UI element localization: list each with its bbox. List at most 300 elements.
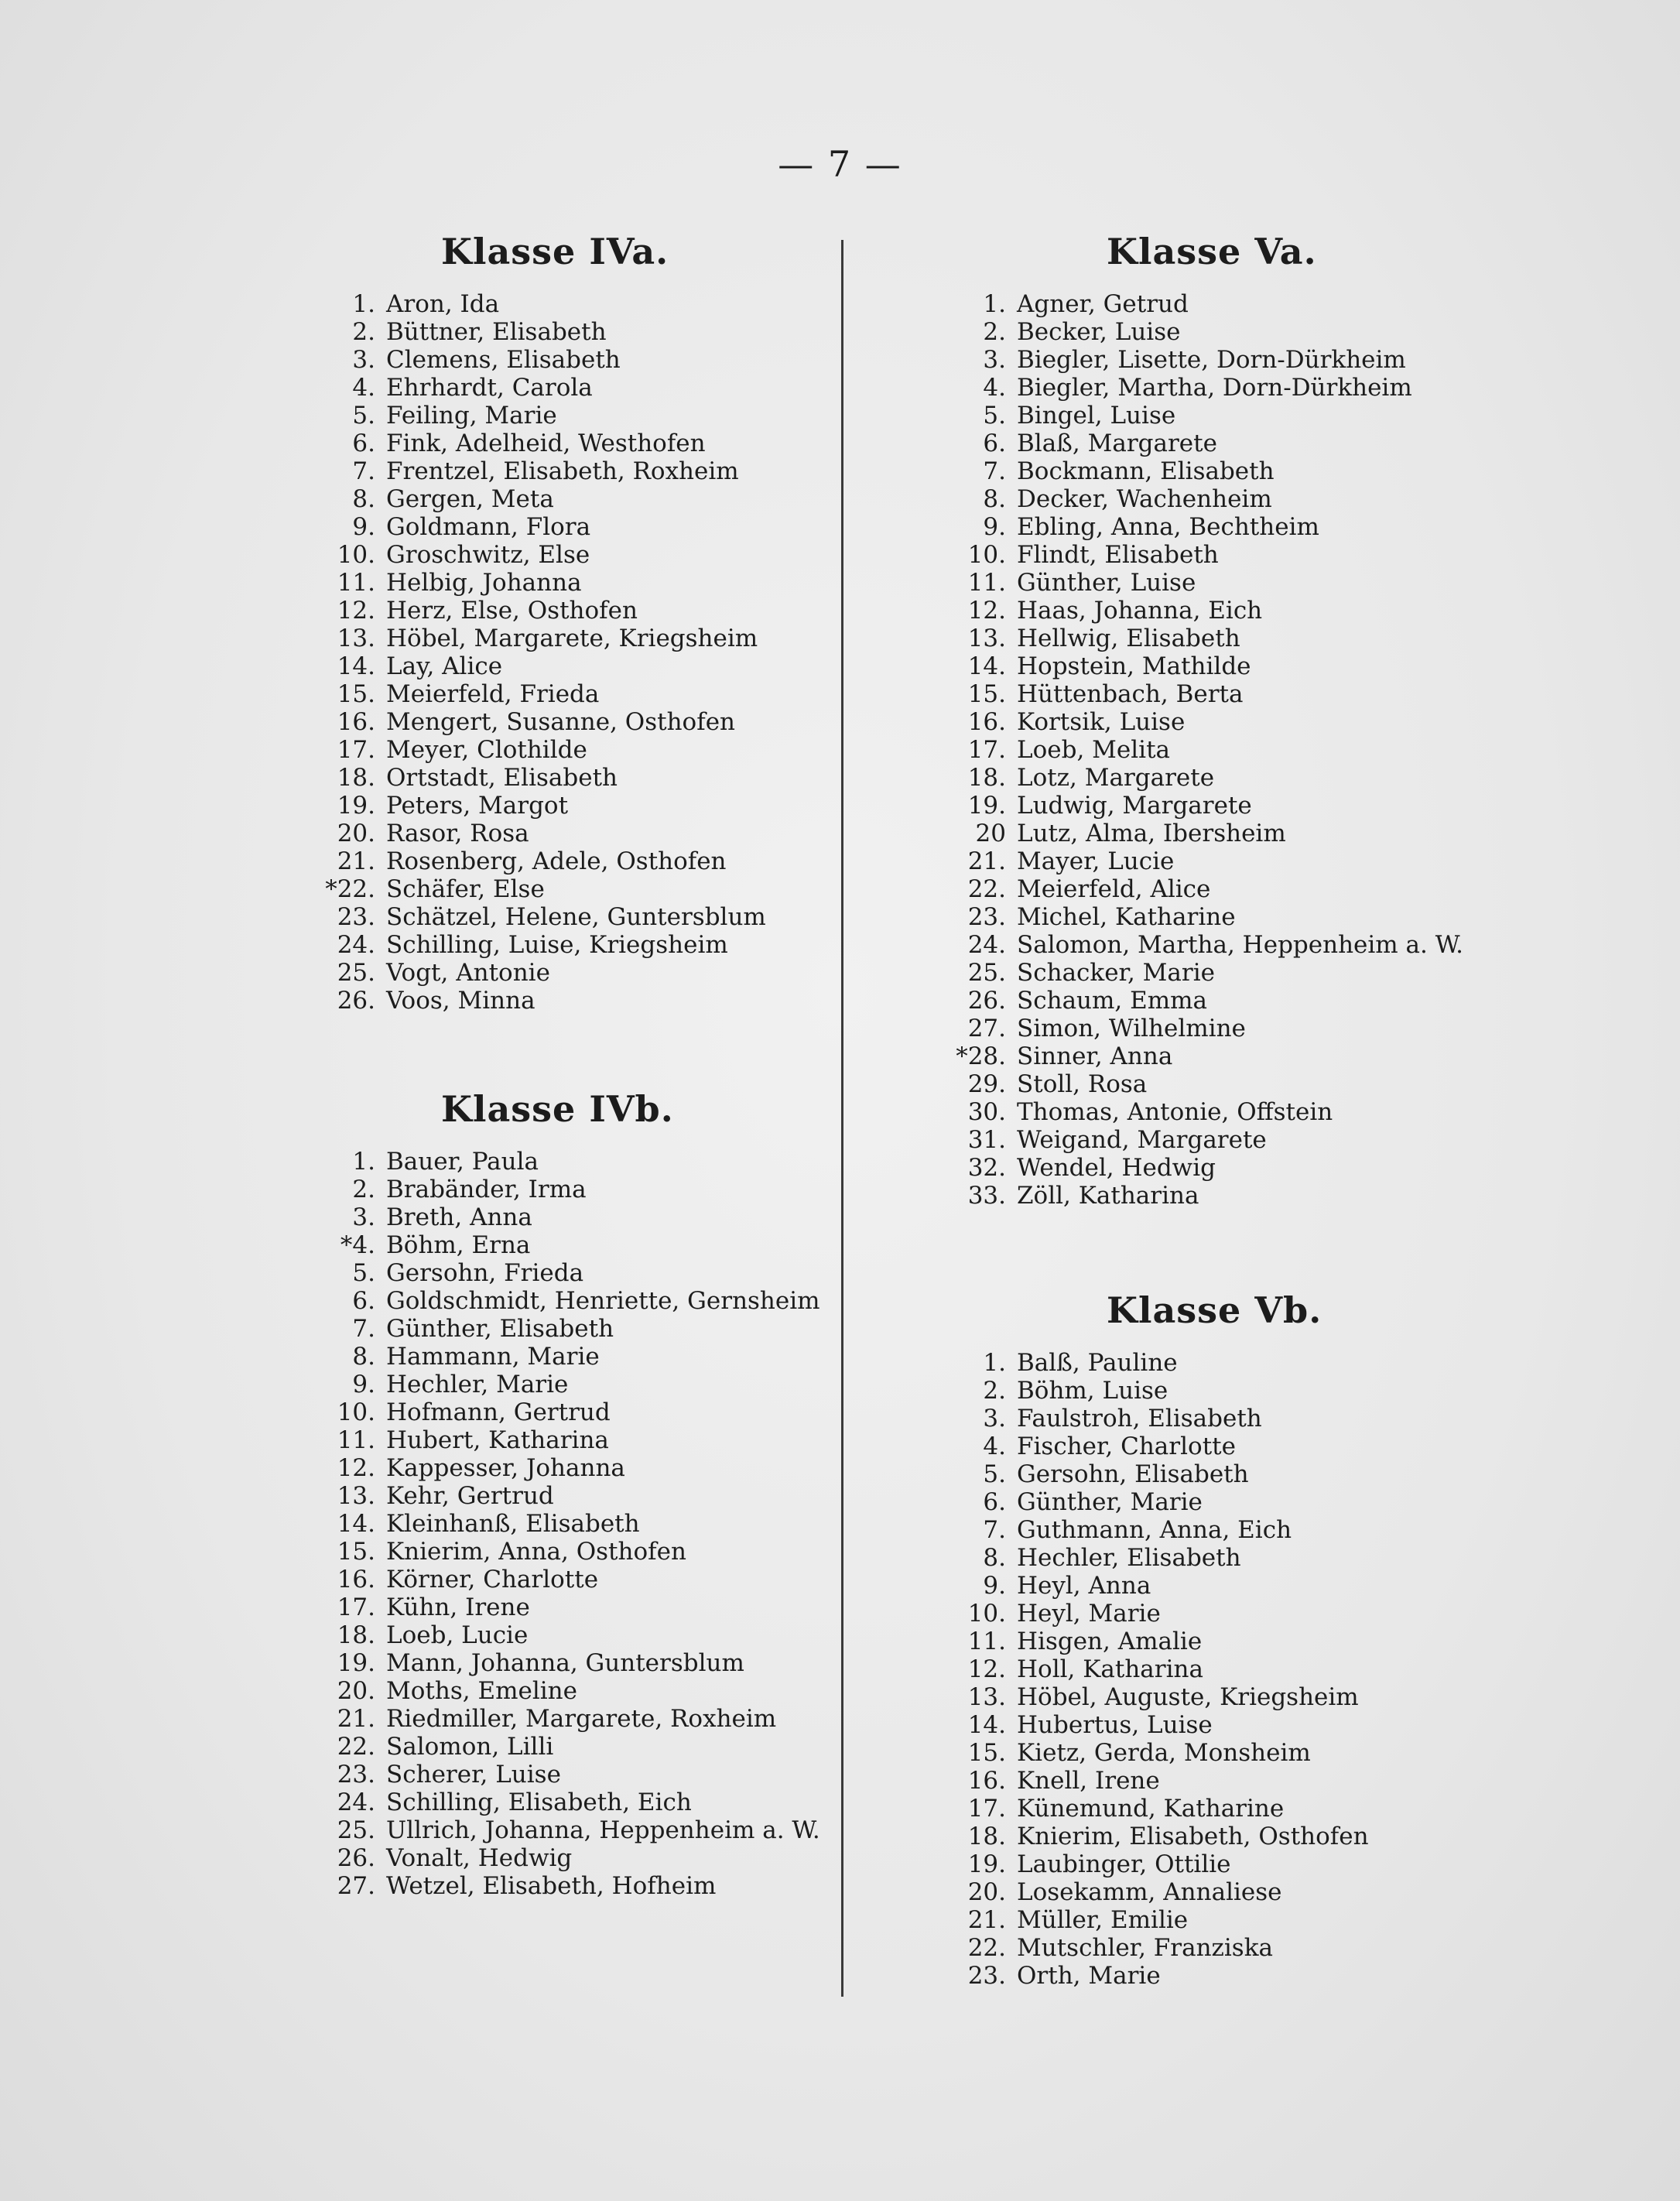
column-divider (841, 240, 843, 1997)
student-number: 11. (337, 1426, 375, 1454)
student-row (282, 652, 824, 680)
student-number: *4. (340, 1231, 375, 1259)
student-row (282, 1510, 824, 1538)
student-number: 22. (967, 1934, 1006, 1962)
student-number: 1. (983, 1349, 1006, 1377)
student-row (282, 1343, 824, 1371)
student-number: 27. (337, 1872, 375, 1900)
student-number: 14. (337, 1510, 375, 1538)
student-name: Günther, Elisabeth (386, 1315, 614, 1343)
student-row (282, 1482, 824, 1510)
student-number: 21. (337, 1705, 375, 1733)
student-row (913, 1572, 1594, 1600)
student-name: Clemens, Elisabeth (386, 346, 621, 374)
student-row (913, 1878, 1594, 1906)
student-name: Loeb, Lucie (386, 1621, 529, 1649)
student-number: 16. (337, 1566, 375, 1593)
student-number: 15. (967, 680, 1006, 708)
student-name: Orth, Marie (1017, 1962, 1161, 1990)
student-name: Rasor, Rosa (386, 820, 529, 847)
student-name: Aron, Ida (386, 290, 500, 318)
section-ivb (282, 1086, 824, 1900)
student-number: 5. (352, 402, 375, 430)
student-name: Ludwig, Margarete (1017, 792, 1252, 820)
student-row (913, 1349, 1594, 1377)
student-number: 2. (983, 318, 1006, 346)
student-name: Gersohn, Frieda (386, 1259, 584, 1287)
student-number: 20 (975, 820, 1006, 847)
student-name: Goldmann, Flora (386, 513, 591, 541)
student-row (913, 1906, 1594, 1934)
student-name: Guthmann, Anna, Eich (1017, 1516, 1292, 1544)
student-row (282, 764, 824, 792)
section-va (913, 228, 1594, 1210)
student-row (913, 1098, 1594, 1126)
student-name: Böhm, Luise (1017, 1377, 1168, 1405)
student-number: 2. (352, 1176, 375, 1203)
right-column (913, 228, 1594, 1990)
student-row (913, 875, 1594, 903)
student-row (282, 1705, 824, 1733)
student-number: 12. (967, 1655, 1006, 1683)
student-number: 9. (983, 1572, 1006, 1600)
student-number: 16. (967, 1767, 1006, 1795)
student-row (282, 708, 824, 736)
student-row (913, 1377, 1594, 1405)
student-row (913, 569, 1594, 597)
student-row (913, 1823, 1594, 1850)
student-name: Holl, Katharina (1017, 1655, 1203, 1683)
student-name: Groschwitz, Else (386, 541, 590, 569)
student-row (282, 875, 824, 903)
student-name: Künemund, Katharine (1017, 1795, 1285, 1823)
student-row (282, 374, 824, 402)
student-row (913, 1683, 1594, 1711)
student-row (913, 1739, 1594, 1767)
student-name: Frentzel, Elisabeth, Roxheim (386, 457, 739, 485)
student-name: Helbig, Johanna (386, 569, 582, 597)
student-row (913, 290, 1594, 318)
student-number: 33. (967, 1182, 1006, 1210)
student-number: 3. (352, 346, 375, 374)
student-number: 23. (337, 903, 375, 931)
student-number: 6. (983, 1488, 1006, 1516)
student-row (282, 847, 824, 875)
student-name: Vogt, Antonie (386, 959, 550, 987)
student-number: 30. (967, 1098, 1006, 1126)
student-row (282, 1231, 824, 1259)
student-number: 10. (337, 541, 375, 569)
student-row (913, 1488, 1594, 1516)
student-row (282, 1621, 824, 1649)
student-row (913, 1015, 1594, 1042)
student-name: Moths, Emeline (386, 1677, 577, 1705)
student-name: Günther, Marie (1017, 1488, 1203, 1516)
student-row (282, 1287, 824, 1315)
student-name: Stoll, Rosa (1017, 1070, 1148, 1098)
student-row (913, 1767, 1594, 1795)
student-name: Günther, Luise (1017, 569, 1196, 597)
student-number: 18. (337, 764, 375, 792)
student-number: 23. (967, 1962, 1006, 1990)
student-list-ivb (282, 1148, 824, 1900)
student-name: Ullrich, Johanna, Heppenheim a. W. (386, 1816, 820, 1844)
student-row (913, 318, 1594, 346)
student-row (913, 1628, 1594, 1655)
student-row (282, 680, 824, 708)
student-number: 25. (967, 959, 1006, 987)
student-number: 3. (983, 346, 1006, 374)
student-name: Knierim, Elisabeth, Osthofen (1017, 1823, 1369, 1850)
student-number: 18. (337, 1621, 375, 1649)
student-row (913, 792, 1594, 820)
student-number: 19. (337, 792, 375, 820)
student-row (282, 1426, 824, 1454)
student-name: Laubinger, Ottilie (1017, 1850, 1231, 1878)
student-name: Schacker, Marie (1017, 959, 1215, 987)
student-row (913, 903, 1594, 931)
student-name: Brabänder, Irma (386, 1176, 587, 1203)
student-row (913, 1655, 1594, 1683)
student-number: 26. (337, 987, 375, 1015)
student-number: 26. (967, 987, 1006, 1015)
student-number: 7. (983, 457, 1006, 485)
student-name: Kehr, Gertrud (386, 1482, 554, 1510)
section-title-vb: Klasse Vb. (1107, 1289, 1322, 1331)
student-number: 5. (983, 402, 1006, 430)
section-title-va: Klasse Va. (1107, 231, 1317, 272)
student-row (913, 652, 1594, 680)
student-name: Schilling, Luise, Kriegsheim (386, 931, 728, 959)
student-row (282, 1816, 824, 1844)
student-name: Becker, Luise (1017, 318, 1181, 346)
student-number: 13. (967, 625, 1006, 652)
student-number: 4. (983, 374, 1006, 402)
student-row (282, 1872, 824, 1900)
student-name: Flindt, Elisabeth (1017, 541, 1219, 569)
student-number: 25. (337, 959, 375, 987)
student-name: Höbel, Margarete, Kriegsheim (386, 625, 758, 652)
student-name: Decker, Wachenheim (1017, 485, 1272, 513)
student-row (913, 764, 1594, 792)
student-row (282, 959, 824, 987)
student-name: Höbel, Auguste, Kriegsheim (1017, 1683, 1359, 1711)
student-number: 17. (337, 736, 375, 764)
student-number: 22. (337, 1733, 375, 1761)
student-number: 15. (967, 1739, 1006, 1767)
student-row (913, 1934, 1594, 1962)
student-row (913, 1126, 1594, 1154)
student-row (282, 513, 824, 541)
section-title-ivb: Klasse IVb. (441, 1088, 674, 1130)
student-name: Herz, Else, Osthofen (386, 597, 638, 625)
student-row (913, 625, 1594, 652)
student-name: Hechler, Marie (386, 1371, 569, 1398)
student-number: 18. (967, 1823, 1006, 1850)
student-name: Voos, Minna (386, 987, 535, 1015)
student-number: 20. (337, 1677, 375, 1705)
student-name: Fischer, Charlotte (1017, 1433, 1236, 1460)
student-number: 19. (967, 792, 1006, 820)
student-number: 9. (983, 513, 1006, 541)
student-number: 17. (337, 1593, 375, 1621)
student-number: 14. (967, 1711, 1006, 1739)
student-row (282, 1148, 824, 1176)
student-number: 21. (967, 847, 1006, 875)
student-row (282, 1398, 824, 1426)
student-number: 1. (352, 290, 375, 318)
student-name: Gersohn, Elisabeth (1017, 1460, 1249, 1488)
student-number: 29. (967, 1070, 1006, 1098)
student-number: 10. (967, 541, 1006, 569)
student-number: 21. (337, 847, 375, 875)
student-row (913, 1795, 1594, 1823)
student-row (913, 1460, 1594, 1488)
student-name: Lotz, Margarete (1017, 764, 1215, 792)
student-row (913, 430, 1594, 457)
student-number: 7. (983, 1516, 1006, 1544)
student-name: Hofmann, Gertrud (386, 1398, 611, 1426)
student-name: Müller, Emilie (1017, 1906, 1189, 1934)
student-number: 4. (983, 1433, 1006, 1460)
student-name: Hechler, Elisabeth (1017, 1544, 1241, 1572)
student-name: Mann, Johanna, Guntersblum (386, 1649, 744, 1677)
student-row (282, 1677, 824, 1705)
student-name: Wendel, Hedwig (1017, 1154, 1216, 1182)
student-row (913, 847, 1594, 875)
student-row (282, 485, 824, 513)
student-row (913, 597, 1594, 625)
student-name: Feiling, Marie (386, 402, 557, 430)
student-name: Ehrhardt, Carola (386, 374, 593, 402)
student-number: 5. (983, 1460, 1006, 1488)
student-row (913, 708, 1594, 736)
student-number: 14. (967, 652, 1006, 680)
student-name: Knell, Irene (1017, 1767, 1160, 1795)
student-name: Hammann, Marie (386, 1343, 600, 1371)
student-name: Hellwig, Elisabeth (1017, 625, 1240, 652)
student-row (282, 1176, 824, 1203)
student-name: Schäfer, Else (386, 875, 545, 903)
student-row (913, 541, 1594, 569)
student-name: Hubertus, Luise (1017, 1711, 1213, 1739)
student-name: Meyer, Clothilde (386, 736, 587, 764)
student-name: Thomas, Antonie, Offstein (1017, 1098, 1333, 1126)
student-name: Kühn, Irene (386, 1593, 530, 1621)
student-row (913, 987, 1594, 1015)
student-number: 21. (967, 1906, 1006, 1934)
section-vb (913, 1287, 1594, 1990)
student-row (282, 569, 824, 597)
student-name: Heyl, Anna (1017, 1572, 1151, 1600)
student-name: Schaum, Emma (1017, 987, 1208, 1015)
student-row (282, 1371, 824, 1398)
student-number: 10. (967, 1600, 1006, 1628)
student-name: Simon, Wilhelmine (1017, 1015, 1246, 1042)
student-number: 9. (352, 1371, 375, 1398)
student-name: Böhm, Erna (386, 1231, 531, 1259)
student-name: Goldschmidt, Henriette, Gernsheim (386, 1287, 820, 1315)
student-name: Hüttenbach, Berta (1017, 680, 1244, 708)
student-row (282, 625, 824, 652)
student-name: Schilling, Elisabeth, Eich (386, 1789, 692, 1816)
student-number: 27. (967, 1015, 1006, 1042)
student-row (282, 1593, 824, 1621)
student-row (913, 513, 1594, 541)
student-name: Loeb, Melita (1017, 736, 1171, 764)
student-row (282, 346, 824, 374)
student-number: 7. (352, 457, 375, 485)
student-row (282, 1538, 824, 1566)
student-name: Büttner, Elisabeth (386, 318, 607, 346)
student-name: Haas, Johanna, Eich (1017, 597, 1263, 625)
student-number: 11. (967, 1628, 1006, 1655)
student-row (913, 1711, 1594, 1739)
student-name: Kappesser, Johanna (386, 1454, 625, 1482)
student-name: Lutz, Alma, Ibersheim (1017, 820, 1286, 847)
student-number: 6. (983, 430, 1006, 457)
student-row (913, 931, 1594, 959)
student-row (282, 1315, 824, 1343)
student-name: Kietz, Gerda, Monsheim (1017, 1739, 1311, 1767)
student-number: 19. (337, 1649, 375, 1677)
student-row (913, 485, 1594, 513)
student-row (913, 402, 1594, 430)
student-row (282, 1454, 824, 1482)
student-row (913, 1405, 1594, 1433)
student-number: 1. (352, 1148, 375, 1176)
student-number: 8. (352, 1343, 375, 1371)
student-number: 13. (337, 1482, 375, 1510)
student-row (282, 1649, 824, 1677)
student-number: 8. (983, 1544, 1006, 1572)
student-list-vb (913, 1349, 1594, 1990)
student-number: 18. (967, 764, 1006, 792)
student-name: Bingel, Luise (1017, 402, 1176, 430)
student-number: 25. (337, 1816, 375, 1844)
student-name: Kleinhanß, Elisabeth (386, 1510, 640, 1538)
student-number: 31. (967, 1126, 1006, 1154)
student-row (282, 430, 824, 457)
student-number: 11. (967, 569, 1006, 597)
student-number: 2. (983, 1377, 1006, 1405)
student-number: 19. (967, 1850, 1006, 1878)
section-iva (282, 228, 824, 1015)
student-row (282, 457, 824, 485)
left-column (282, 228, 824, 1900)
student-list-va (913, 290, 1594, 1210)
student-name: Sinner, Anna (1017, 1042, 1173, 1070)
student-row (282, 931, 824, 959)
student-row (282, 318, 824, 346)
student-name: Ebling, Anna, Bechtheim (1017, 513, 1319, 541)
student-row (282, 1844, 824, 1872)
student-row (913, 959, 1594, 987)
student-number: *22. (325, 875, 375, 903)
student-row (282, 1566, 824, 1593)
student-number: 20. (337, 820, 375, 847)
student-name: Schätzel, Helene, Guntersblum (386, 903, 766, 931)
student-number: 12. (337, 597, 375, 625)
student-number: 22. (967, 875, 1006, 903)
student-row (282, 597, 824, 625)
student-name: Wetzel, Elisabeth, Hofheim (386, 1872, 717, 1900)
student-row (913, 1154, 1594, 1182)
student-name: Körner, Charlotte (386, 1566, 599, 1593)
student-row (913, 1433, 1594, 1460)
student-row (282, 1203, 824, 1231)
page-number: — 7 — (778, 143, 902, 185)
student-name: Agner, Getrud (1017, 290, 1189, 318)
student-name: Mayer, Lucie (1017, 847, 1175, 875)
student-row (282, 402, 824, 430)
student-number: 2. (352, 318, 375, 346)
student-name: Meierfeld, Frieda (386, 680, 600, 708)
student-name: Kortsik, Luise (1017, 708, 1186, 736)
student-name: Bockmann, Elisabeth (1017, 457, 1275, 485)
student-name: Meierfeld, Alice (1017, 875, 1211, 903)
student-row (913, 1182, 1594, 1210)
student-number: 8. (352, 485, 375, 513)
student-list-iva (282, 290, 824, 1015)
student-row (913, 457, 1594, 485)
student-name: Knierim, Anna, Osthofen (386, 1538, 686, 1566)
student-number: 24. (337, 1789, 375, 1816)
student-number: 24. (337, 931, 375, 959)
student-number: 24. (967, 931, 1006, 959)
student-number: 23. (967, 903, 1006, 931)
student-name: Gergen, Meta (386, 485, 554, 513)
student-number: 32. (967, 1154, 1006, 1182)
student-number: 9. (352, 513, 375, 541)
student-row (913, 1600, 1594, 1628)
student-number: 23. (337, 1761, 375, 1789)
student-name: Mengert, Susanne, Osthofen (386, 708, 735, 736)
student-row (282, 1259, 824, 1287)
student-number: 20. (967, 1878, 1006, 1906)
student-name: Salomon, Martha, Heppenheim a. W. (1017, 931, 1464, 959)
student-name: Peters, Margot (386, 792, 569, 820)
student-number: *28. (956, 1042, 1006, 1070)
student-row (913, 1544, 1594, 1572)
student-row (913, 1850, 1594, 1878)
student-number: 6. (352, 430, 375, 457)
student-number: 5. (352, 1259, 375, 1287)
student-row (282, 290, 824, 318)
student-row (913, 736, 1594, 764)
student-name: Faulstroh, Elisabeth (1017, 1405, 1262, 1433)
student-number: 17. (967, 736, 1006, 764)
student-name: Lay, Alice (386, 652, 503, 680)
student-row (282, 1733, 824, 1761)
student-name: Biegler, Martha, Dorn-Dürkheim (1017, 374, 1412, 402)
student-number: 1. (983, 290, 1006, 318)
student-row (282, 541, 824, 569)
student-number: 15. (337, 1538, 375, 1566)
student-number: 14. (337, 652, 375, 680)
student-row (913, 346, 1594, 374)
student-row (913, 680, 1594, 708)
student-number: 15. (337, 680, 375, 708)
student-row (913, 1962, 1594, 1990)
student-row (282, 903, 824, 931)
student-number: 8. (983, 485, 1006, 513)
student-name: Vonalt, Hedwig (386, 1844, 573, 1872)
student-row (913, 374, 1594, 402)
student-row (913, 820, 1594, 847)
student-number: 13. (967, 1683, 1006, 1711)
student-row (282, 987, 824, 1015)
